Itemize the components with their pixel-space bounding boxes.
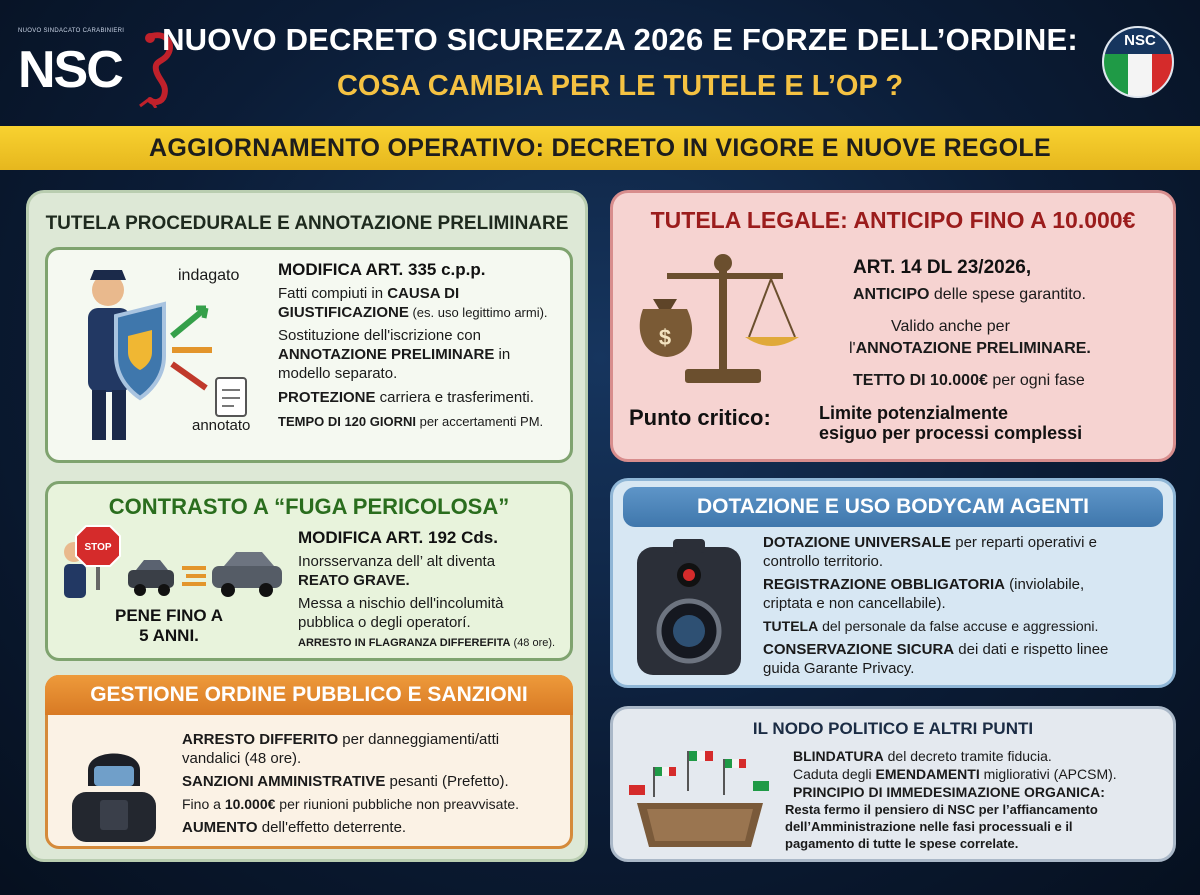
text-line: guida Garante Privacy.: [763, 660, 915, 677]
text-line: TETTO DI 10.000€ per ogni fase: [853, 372, 1085, 389]
text-line: vandalici (48 ore).: [182, 750, 302, 767]
critical-point-line2: esiguo per processi complessi: [819, 423, 1083, 443]
text-line: Resta fermo il pensiero di NSC per l’affiancamento: [785, 802, 1098, 817]
bodycam-icon: [633, 539, 745, 679]
stop-sign-text: STOP: [84, 542, 112, 553]
label-annotato: annotato: [192, 417, 251, 434]
text-line: SANZIONI AMMINISTRATIVE pesanti (Prefetto).: [182, 773, 509, 790]
art-14-heading: ART. 14 DL 23/2026,: [853, 257, 1032, 278]
logo-text: NSC: [18, 41, 122, 99]
main-title: NUOVO DECRETO SICUREZZA 2026 E FORZE DELL’ORDINE:: [162, 22, 1078, 57]
nsc-logo: [18, 18, 158, 108]
public-order-card: [45, 675, 573, 849]
logo-subtitle: NUOVO SINDACATO CARABINIERI: [18, 28, 125, 34]
text-line: pubblica o degli operatorí.: [298, 614, 471, 631]
money-bag-symbol: $: [658, 325, 672, 350]
bodycam-panel: [610, 478, 1176, 688]
critical-point-label: Punto critico:: [629, 405, 771, 430]
text-line: modello separato.: [278, 365, 398, 382]
text-line: Inorsservanza dell’ alt diventa: [298, 553, 496, 570]
text-line: AUMENTO dell'effetto deterrente.: [182, 819, 407, 836]
text-line: DOTAZIONE UNIVERSALE per reparti operativi e: [763, 534, 1097, 551]
flag-green: [1104, 54, 1128, 98]
text-line: PROTEZIONE carriera e trasferimenti.: [278, 389, 534, 406]
text-line: pagamento di tutte le spese correlate.: [785, 836, 1019, 851]
flag-white: [1128, 54, 1152, 98]
panel-title: TUTELA LEGALE: ANTICIPO FINO A 10.000€: [650, 207, 1136, 233]
text-line: BLINDATURA del decreto tramite fiducia.: [793, 748, 1052, 764]
text-line: controllo territorio.: [763, 553, 884, 570]
legal-protection-panel: [610, 190, 1176, 462]
panel-title: IL NODO POLITICO E ALTRI PUNTI: [752, 719, 1034, 738]
text-line: ANTICIPO delle spese garantito.: [853, 286, 1086, 303]
text-line: Fino a 10.000€ per riunioni pubbliche non preavvisate.: [182, 796, 520, 812]
text-line: criptata e non cancellabile).: [763, 595, 946, 612]
procedural-protection-panel: [26, 190, 588, 862]
text-line: Messa a nischio dell'incolumità: [298, 595, 504, 612]
nsc-italy-badge: [1102, 26, 1174, 98]
text-line: ANNOTAZIONE PRELIMINARE in: [278, 346, 511, 363]
text-line: l'ANNOTAZIONE PRELIMINARE.: [849, 340, 1091, 357]
text-line: PRINCIPIO DI IMMEDESIMAZIONE ORGANICA:: [793, 784, 1105, 800]
art-335-heading: MODIFICA ART. 335 c.p.p.: [278, 260, 486, 279]
fuga-pericolosa-card: [45, 481, 573, 661]
panel-title: DOTAZIONE E USO BODYCAM AGENTI: [623, 487, 1163, 527]
text-line: REGISTRAZIONE OBBLIGATORIA (inviolabile,: [763, 576, 1085, 593]
art-192-heading: MODIFICA ART. 192 Cds.: [298, 528, 498, 547]
text-line: CONSERVAZIONE SICURA dei dati e rispetto linee: [763, 641, 1109, 658]
text-line: Sostituzione dell'iscrizione con: [278, 327, 481, 344]
text-line: TUTELA del personale da false accuse e aggressioni.: [763, 618, 1099, 634]
text-line: TEMPO DI 120 GIORNI per accertamenti PM.: [278, 414, 544, 429]
card-title: GESTIONE ORDINE PUBBLICO E SANZIONI: [45, 675, 573, 715]
update-banner: AGGIORNAMENTO OPERATIVO: DECRETO IN VIGORE E NUOVE REGOLE: [0, 126, 1200, 170]
text-line: REATO GRAVE.: [298, 572, 410, 589]
riot-police-icon: [66, 730, 162, 842]
panel-title: TUTELA PROCEDURALE E ANNOTAZIONE PRELIMINARE: [45, 213, 569, 234]
text-line: Caduta degli EMENDAMENTI migliorativi (APCSM).: [793, 766, 1117, 782]
pene-line2: 5 ANNI.: [139, 626, 199, 645]
text-line: Fatti compiuti in CAUSA DI: [278, 285, 460, 302]
scales-of-justice-icon: [631, 251, 817, 389]
text-line: Valido anche per: [891, 318, 1010, 335]
pene-line1: PENE FINO A: [115, 606, 223, 625]
flag-red: [1152, 54, 1174, 98]
badge-text: NSC: [1104, 28, 1174, 54]
police-car-chase-icon: [56, 522, 288, 602]
card-title: CONTRASTO A “FUGA PERICOLOSA”: [108, 494, 510, 519]
text-line: dell’Amministrazione nelle fasi processuali e il: [785, 819, 1073, 834]
political-node-panel: [610, 706, 1176, 862]
critical-point-line1: Limite potenzialmente: [819, 403, 1009, 423]
main-subtitle: COSA CAMBIA PER LE TUTELE E L’OP ?: [336, 70, 904, 102]
text-line: ARRESTO IN FLAGRANZA DIFFEREFITA (48 ore).: [298, 637, 556, 649]
parliament-table-icon: [627, 747, 773, 853]
text-line: GIUSTIFICAZIONE (es. uso legittimo armi).: [278, 304, 548, 321]
label-indagato: indagato: [178, 267, 240, 284]
art-335-card: [45, 247, 573, 463]
text-line: ARRESTO DIFFERITO per danneggiamenti/atti: [182, 731, 500, 748]
